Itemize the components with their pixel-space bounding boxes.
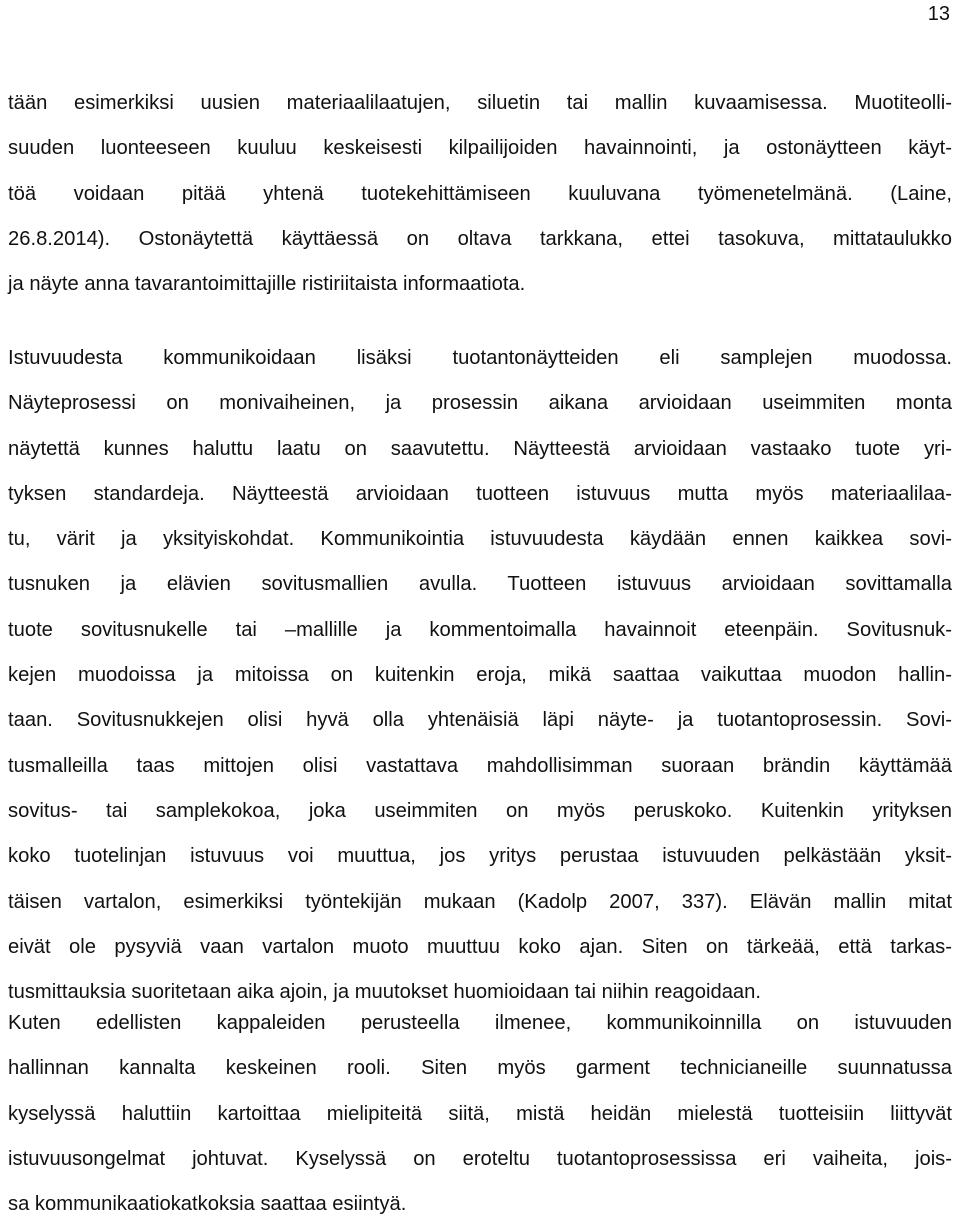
text-line: täisen vartalon, esimerkiksi työntekijän mukaan (Kadolp 2007, 337). Elävän mallin mitat: [8, 890, 952, 913]
text-line: suuden luonteeseen kuuluu keskeisesti kilpailijoiden havainnointi, ja ostonäytteen käyt-: [8, 137, 952, 160]
paragraph: [8, 81, 952, 307]
paragraph: [8, 336, 952, 1015]
text-line: tusmalleilla taas mittojen olisi vastattava mahdollisimman suoraan brändin käyttämää: [8, 754, 952, 777]
text-line: tuote sovitusnukelle tai –mallille ja kommentoimalla havainnoit eteenpäin. Sovitusnuk-: [8, 618, 952, 641]
text-line: kejen muodoissa ja mitoissa on kuitenkin eroja, mikä saattaa vaikuttaa muodon hallin-: [8, 664, 952, 687]
text-line: sovitus- tai samplekokoa, joka useimmiten on myös peruskoko. Kuitenkin yrityksen: [8, 799, 952, 822]
text-line: Näyteprosessi on monivaiheinen, ja prosessin aikana arvioidaan useimmiten monta: [8, 392, 952, 415]
text-line: näytettä kunnes haluttu laatu on saavutettu. Näytteestä arvioidaan vastaako tuote yri-: [8, 437, 952, 460]
text-line: Istuvuudesta kommunikoidaan lisäksi tuotantonäytteiden eli samplejen muodossa.: [8, 347, 952, 369]
text-line: tusmittauksia suoritetaan aika ajoin, ja muutokset huomioidaan tai niihin reagoidaan.: [8, 981, 761, 1004]
text-line: sa kommunikaatiokatkoksia saattaa esiintyä.: [8, 1193, 407, 1216]
text-line: ja näyte anna tavarantoimittajille ristiriitaista informaatiota.: [8, 273, 526, 296]
text-line: hallinnan kannalta keskeinen rooli. Siten myös garment technicianeille suunnatussa: [8, 1057, 952, 1080]
text-line: tu, värit ja yksityiskohdat. Kommunikointia istuvuudesta käydään ennen kaikkea sovi-: [8, 528, 952, 551]
text-line: eivät ole pysyviä vaan vartalon muoto muuttuu koko ajan. Siten on tärkeää, että tarkas-: [8, 935, 952, 958]
page-number: 13: [927, 3, 950, 25]
text-line: taan. Sovitusnukkejen olisi hyvä olla yhtenäisiä läpi näyte- ja tuotantoprosessin. Sovi-: [8, 709, 952, 732]
text-line: 26.8.2014). Ostonäytettä käyttäessä on oltava tarkkana, ettei tasokuva, mittataulukko: [8, 227, 952, 250]
text-line: kyselyssä haluttiin kartoittaa mielipiteitä siitä, mistä heidän mielestä tuotteisiin liittyvät: [8, 1102, 952, 1125]
text-line: tusnuken ja elävien sovitusmallien avulla. Tuotteen istuvuus arvioidaan sovittamalla: [8, 573, 952, 596]
text-line: tään esimerkiksi uusien materiaalilaatujen, siluetin tai mallin kuvaamisessa. Muotiteolli-: [8, 92, 952, 114]
text-line: töä voidaan pitää yhtenä tuotekehittämiseen kuuluvana työmenetelmänä. (Laine,: [8, 182, 952, 205]
text-line: tyksen standardeja. Näytteestä arvioidaan tuotteen istuvuus mutta myös materiaalilaa-: [8, 482, 952, 505]
text-line: istuvuusongelmat johtuvat. Kyselyssä on eroteltu tuotantoprosessissa eri vaiheita, jois-: [8, 1147, 952, 1170]
text-line: koko tuotelinjan istuvuus voi muuttua, jos yritys perustaa istuvuuden pelkästään yksit-: [8, 845, 952, 868]
text-line: Kuten edellisten kappaleiden perusteella ilmenee, kommunikoinnilla on istuvuuden: [8, 1012, 952, 1034]
paragraph: [8, 1001, 952, 1227]
